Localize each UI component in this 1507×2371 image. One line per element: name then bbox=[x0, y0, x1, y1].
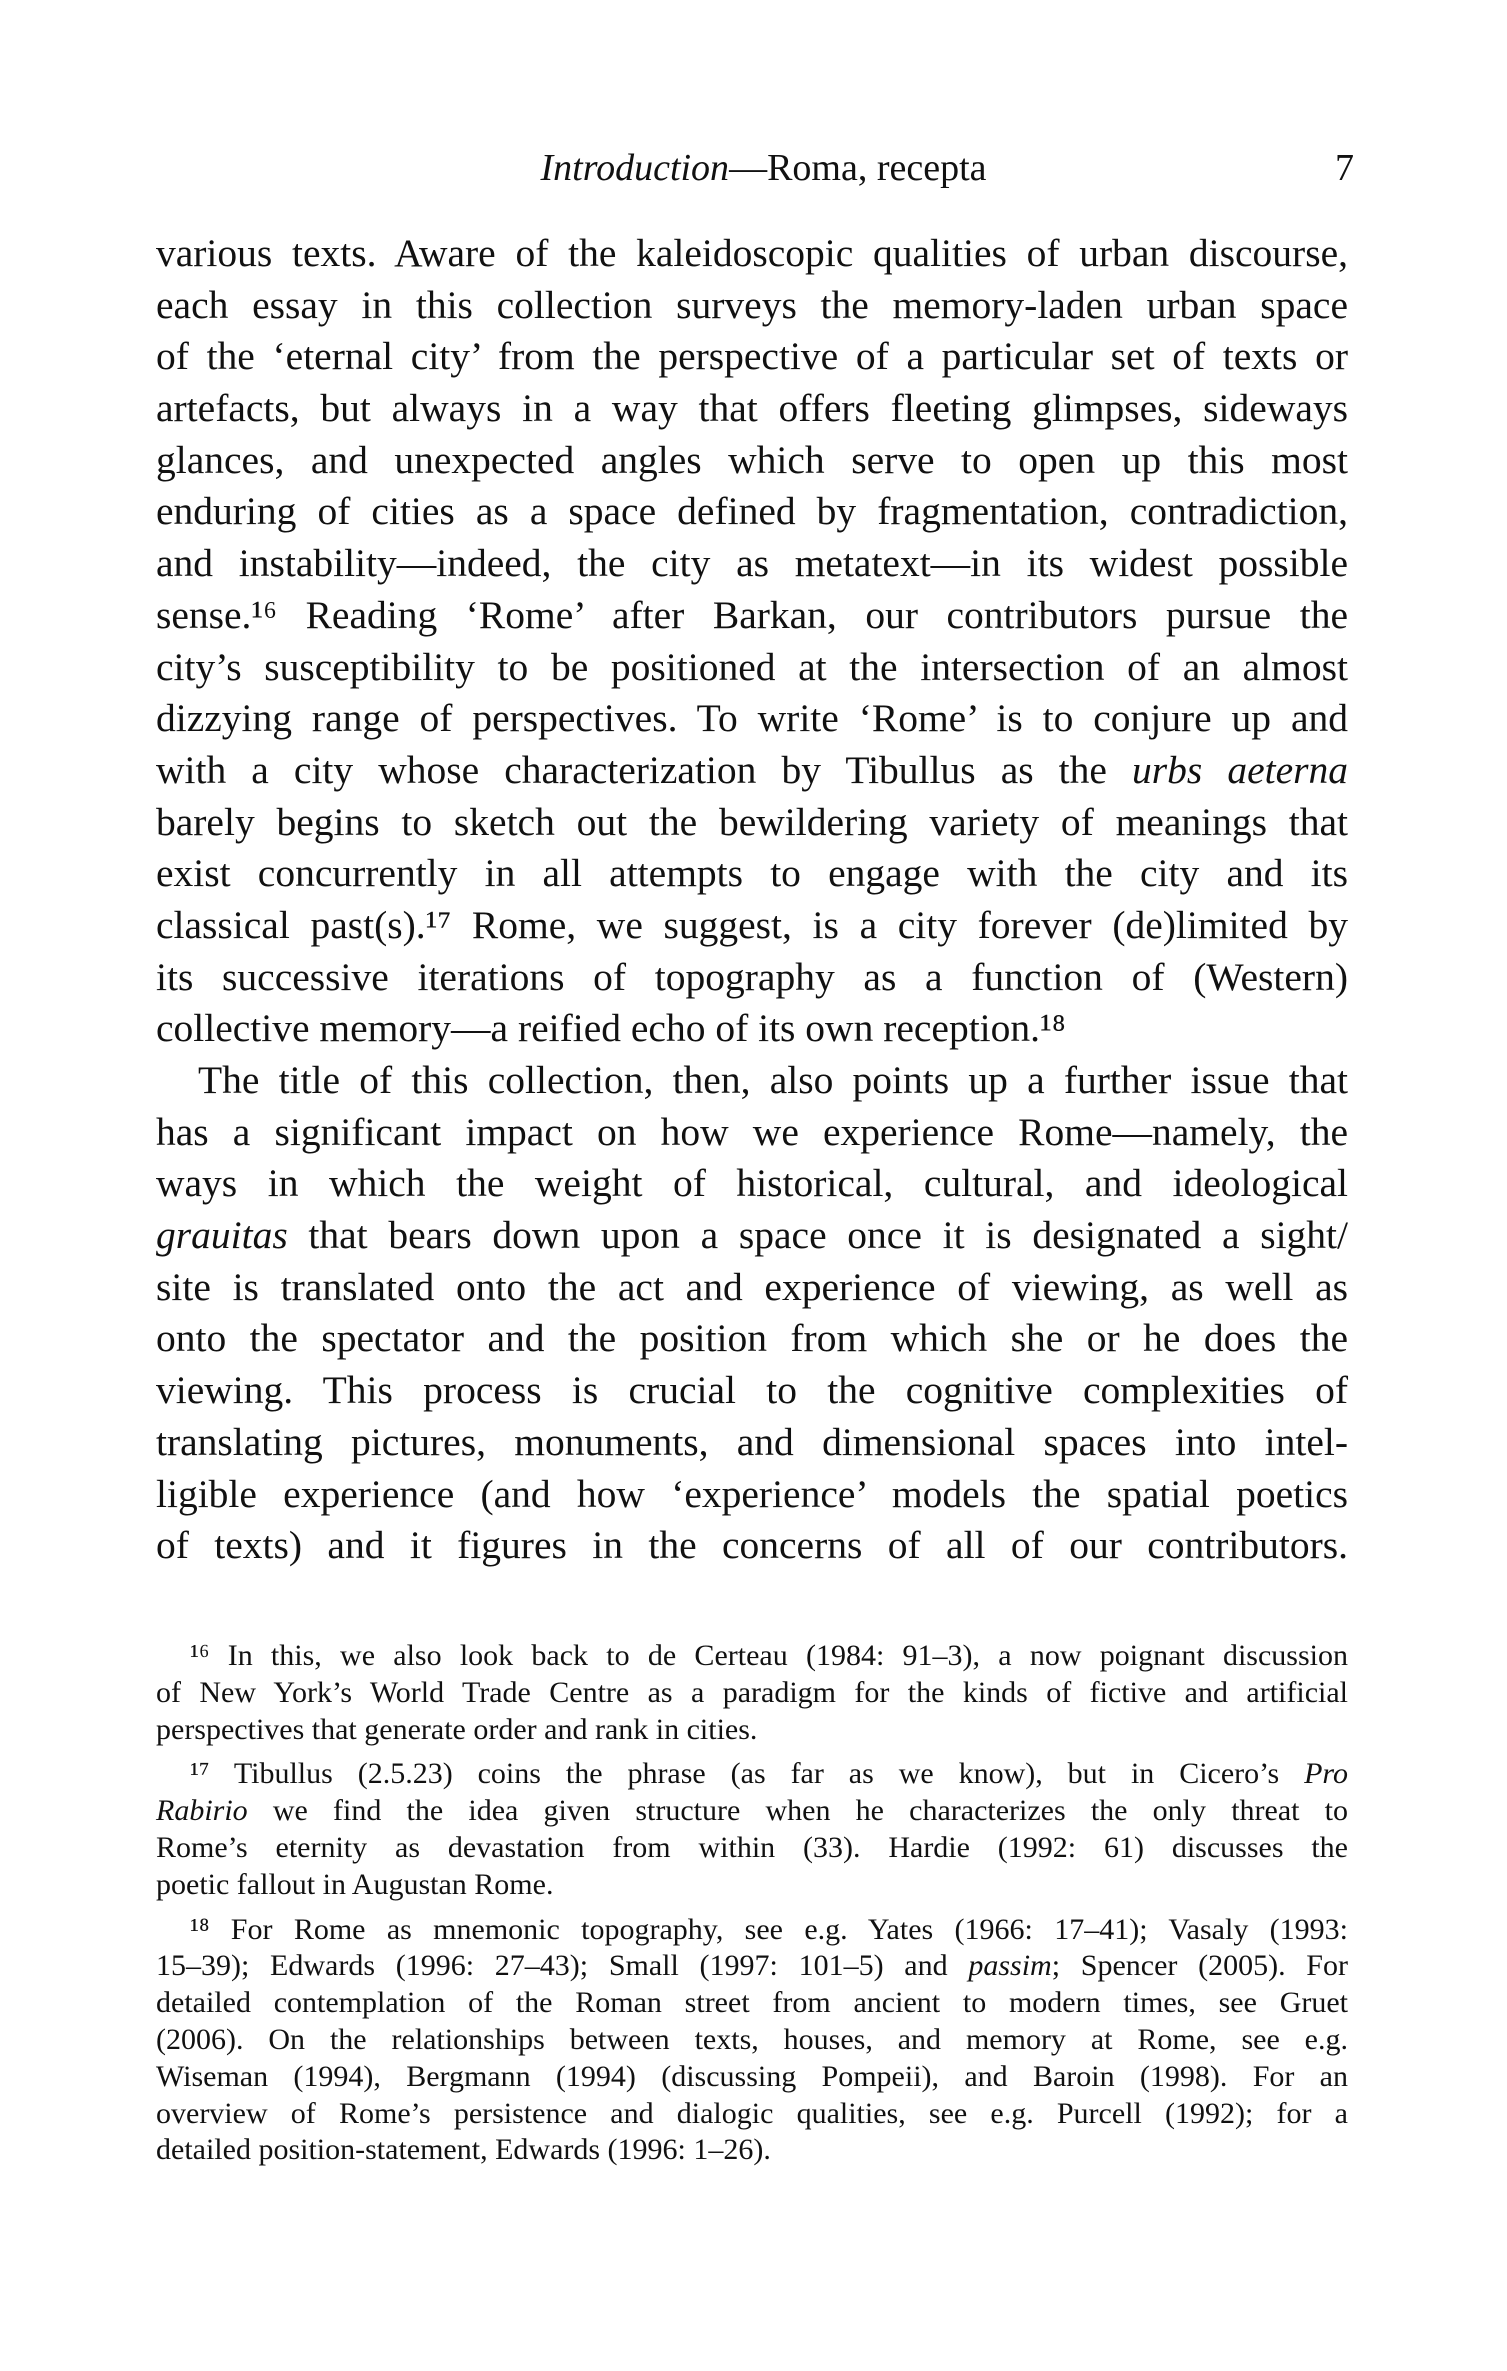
footnote-18-line: overview of Rome’s persistence and dialogic qualities, see e.g. Purcell (1992); for a bbox=[156, 2096, 1348, 2130]
italic-text: grauitas bbox=[156, 1213, 288, 1258]
footnotes bbox=[156, 1638, 1348, 2169]
body-line: The title of this collection, then, also points up a further issue that bbox=[198, 1058, 1348, 1102]
body-line: exist concurrently in all attempts to engage with the city and its bbox=[156, 851, 1348, 896]
italic-text: Rabirio bbox=[156, 1794, 248, 1828]
body-line: of texts) and it figures in the concerns of all of our contributors. bbox=[156, 1523, 1348, 1568]
body-line: viewing. This process is crucial to the cognitive complexities of bbox=[156, 1368, 1348, 1413]
running-head bbox=[0, 138, 1507, 198]
body-line: its successive iterations of topography as a function of (Western) bbox=[156, 954, 1348, 999]
footnote-18-line: detailed position-statement, Edwards (1996: 1–26). bbox=[156, 2133, 771, 2167]
footnote-16-line: of New York’s World Trade Centre as a paradigm for the kinds of fictive and artificial bbox=[156, 1675, 1348, 1709]
page-number: 7 bbox=[1335, 147, 1354, 189]
body-line: onto the spectator and the position from which she or he does the bbox=[156, 1316, 1348, 1361]
footnote-17-line: poetic fallout in Augustan Rome. bbox=[156, 1867, 554, 1901]
footnote-18-line: Wiseman (1994), Bergmann (1994) (discussing Pompeii), and Baroin (1998). For an bbox=[156, 2059, 1348, 2093]
body-line: each essay in this collection surveys the memory-laden urban space bbox=[156, 282, 1348, 327]
italic-text: Pro bbox=[1304, 1757, 1348, 1791]
body-line: and instability—indeed, the city as metatext—in its widest possible bbox=[156, 541, 1348, 586]
body-line: artefacts, but always in a way that offers fleeting glimpses, sideways bbox=[156, 386, 1348, 431]
body-line: dizzying range of perspectives. To write ‘Rome’ is to conjure up and bbox=[156, 696, 1348, 741]
footnote-17-line: ¹⁷ Tibullus (2.5.23) coins the phrase (as far as we know), but in Cicero’s Pro bbox=[190, 1757, 1348, 1791]
footnote-18-line: (2006). On the relationships between texts, houses, and memory at Rome, see e.g. bbox=[156, 2022, 1348, 2056]
body-line: has a significant impact on how we experience Rome—namely, the bbox=[156, 1109, 1348, 1154]
body-line: classical past(s).¹⁷ Rome, we suggest, is a city forever (de)limited by bbox=[156, 902, 1348, 947]
body-line: with a city whose characterization by Tibullus as the urbs aeterna bbox=[156, 747, 1348, 792]
italic-text: Introduction bbox=[540, 147, 730, 189]
footnote-18-line: ¹⁸ For Rome as mnemonic topography, see e.g. Yates (1966: 17–41); Vasaly (1993: bbox=[190, 1912, 1348, 1946]
footnote-16-line: perspectives that generate order and rank in cities. bbox=[156, 1712, 758, 1746]
body-line: site is translated onto the act and experience of viewing, as well as bbox=[156, 1264, 1348, 1309]
body-line: ways in which the weight of historical, cultural, and ideological bbox=[156, 1161, 1348, 1206]
body-line: ligible experience (and how ‘experience’ models the spatial poetics bbox=[156, 1471, 1348, 1516]
italic-text: urbs aeterna bbox=[1132, 747, 1348, 792]
body-line: collective memory—a reified echo of its own reception.¹⁸ bbox=[156, 1006, 1066, 1051]
body-line: sense.¹⁶ Reading ‘Rome’ after Barkan, our contributors pursue the bbox=[156, 592, 1348, 637]
body-line: grauitas that bears down upon a space once it is designated a sight/ bbox=[156, 1213, 1348, 1258]
footnote-18-line: 15–39); Edwards (1996: 27–43); Small (1997: 101–5) and passim; Spencer (2005). For bbox=[156, 1949, 1348, 1983]
body-line: enduring of cities as a space defined by fragmentation, contradiction, bbox=[156, 489, 1348, 534]
body-line: of the ‘eternal city’ from the perspective of a particular set of texts or bbox=[156, 334, 1348, 379]
italic-text: passim bbox=[968, 1949, 1052, 1983]
running-title: Introduction—Roma, recepta bbox=[540, 147, 987, 189]
footnote-17-line: Rome’s eternity as devastation from within (33). Hardie (1992: 61) discusses the bbox=[156, 1830, 1348, 1864]
body-line: barely begins to sketch out the bewildering variety of meanings that bbox=[156, 799, 1348, 844]
footnote-18-line: detailed contemplation of the Roman street from ancient to modern times, see Gruet bbox=[156, 1986, 1348, 2020]
footnote-gap bbox=[156, 1748, 1348, 1756]
footnote-gap bbox=[156, 1904, 1348, 1912]
body-line: translating pictures, monuments, and dimensional spaces into intel- bbox=[156, 1419, 1348, 1464]
body-line: city’s susceptibility to be positioned at the intersection of an almost bbox=[156, 644, 1348, 689]
body-line: glances, and unexpected angles which serve to open up this most bbox=[156, 437, 1348, 482]
body-line: various texts. Aware of the kaleidoscopic qualities of urban discourse, bbox=[156, 231, 1348, 275]
footnote-17-line: Rabirio we find the idea given structure when he characterizes the only threat to bbox=[156, 1794, 1348, 1828]
footnote-16-line: ¹⁶ In this, we also look back to de Certeau (1984: 91–3), a now poignant discussion bbox=[190, 1639, 1348, 1672]
body-text bbox=[156, 228, 1348, 1572]
